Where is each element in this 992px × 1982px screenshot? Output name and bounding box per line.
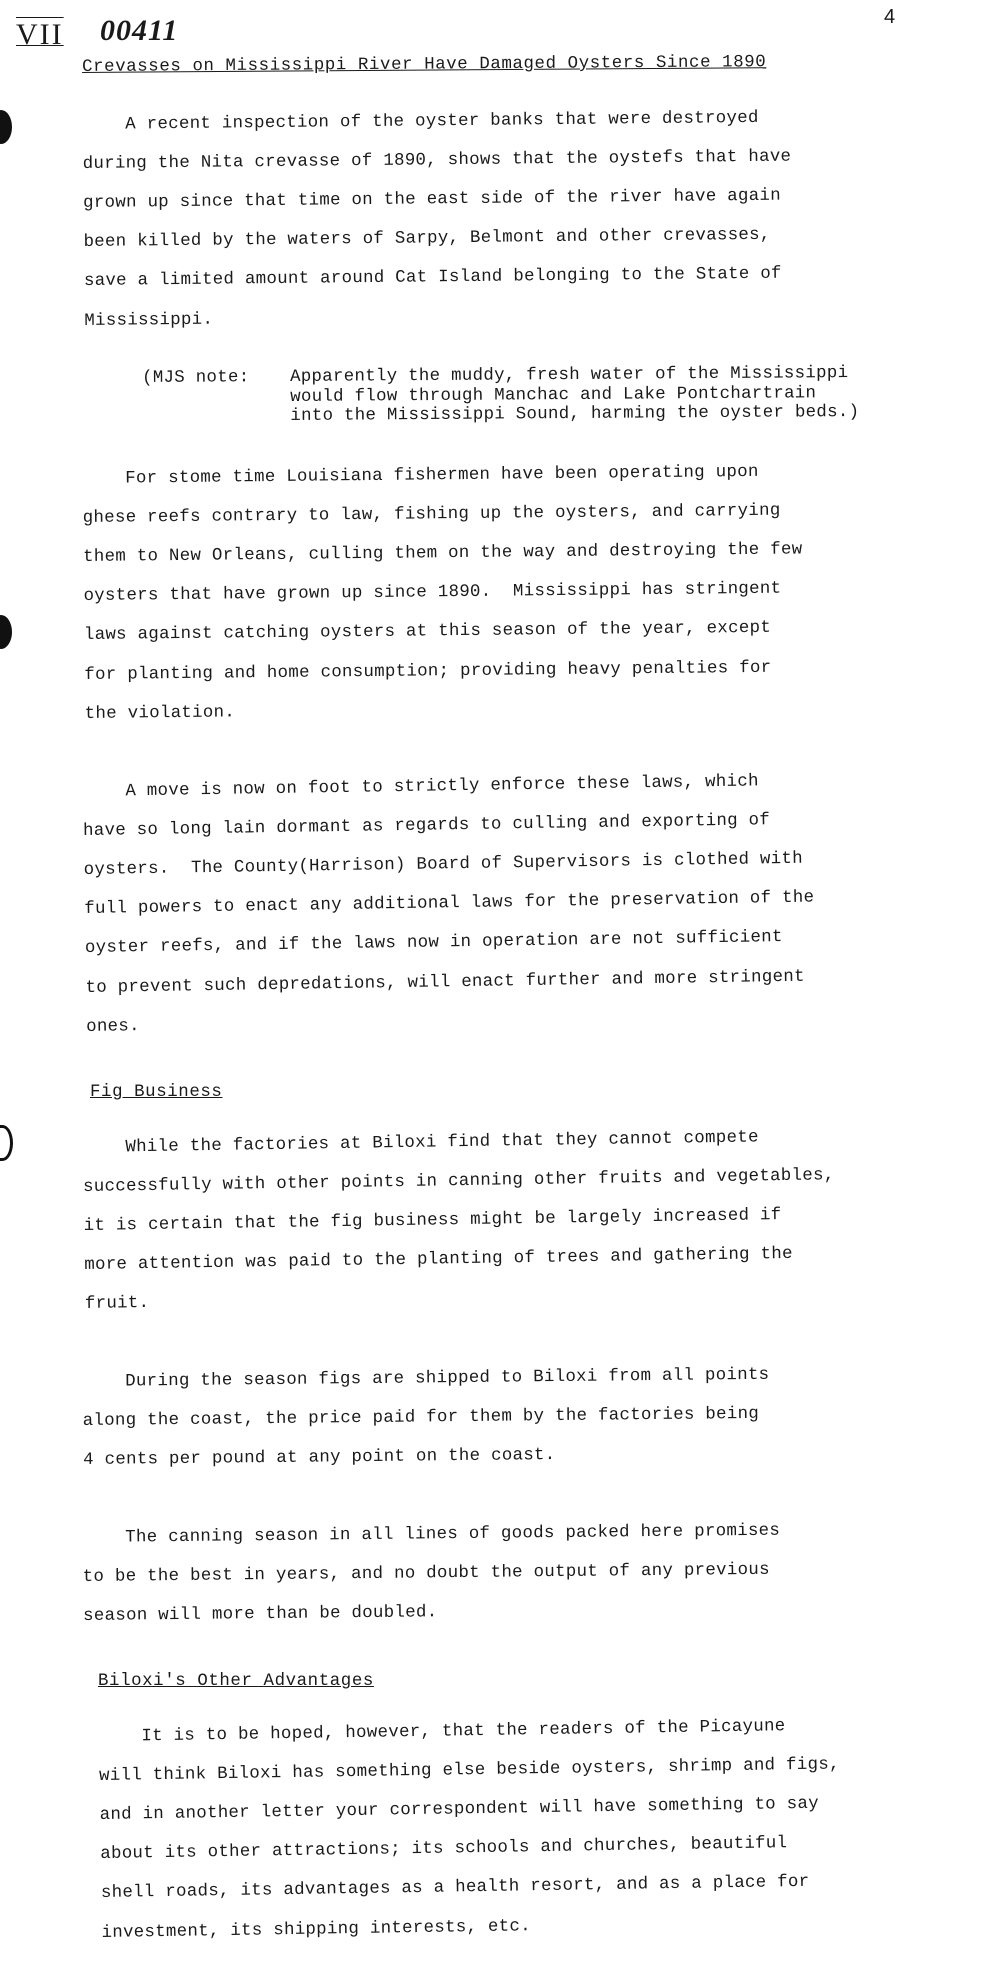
text-line: to prevent such depredations, will enact further and more stringent bbox=[85, 967, 805, 998]
text-line: successfully with other points in canning other fruits and vegetables, bbox=[82, 1165, 835, 1197]
text-line: It is to be hoped, however, that the readers of the Picayune bbox=[98, 1716, 786, 1747]
text-line: season will more than be doubled. bbox=[83, 1603, 438, 1627]
text-line: oysters. The County(Harrison) Board of Supervisors is clothed with bbox=[83, 849, 804, 880]
text-line: save a limited amount around Cat Island belonging to the State of bbox=[83, 264, 782, 291]
article-title: Crevasses on Mississippi River Have Damaged Oysters Since 1890 bbox=[82, 53, 767, 77]
text-line: Mississippi. bbox=[84, 309, 214, 331]
text-line: A recent inspection of the oyster banks that were destroyed bbox=[82, 108, 759, 135]
text-line: during the Nita crevasse of 1890, shows that the oystefs that have bbox=[82, 146, 792, 174]
text-line: investment, its shipping interests, etc. bbox=[101, 1916, 532, 1943]
paragraph bbox=[82, 1500, 943, 1646]
text-line: ghese reefs contrary to law, fishing up the oysters, and carrying bbox=[82, 501, 781, 528]
punch-hole bbox=[0, 110, 12, 144]
text-line: will think Biloxi has something else beside oysters, shrimp and figs, bbox=[98, 1755, 840, 1786]
text-line: 4 cents per pound at any point on the coast. bbox=[83, 1446, 556, 1470]
text-line: and in another letter your correspondent will have something to say bbox=[99, 1794, 820, 1825]
paragraph bbox=[82, 1344, 943, 1490]
text-line: For stome time Louisiana fishermen have been operating upon bbox=[82, 462, 759, 489]
text-line: shell roads, its advantages as a health resort, and as a place for bbox=[100, 1873, 810, 1904]
text-line: have so long lain dormant as regards to culling and exporting of bbox=[82, 810, 771, 841]
text-line: along the coast, the price paid for them by the factories being bbox=[82, 1404, 760, 1431]
note-text bbox=[290, 364, 859, 427]
section-heading-fig-business: Fig Business bbox=[90, 1082, 223, 1102]
text-line: ones. bbox=[86, 1016, 140, 1037]
paragraph bbox=[82, 749, 947, 1056]
page-number: 4 bbox=[884, 6, 896, 28]
text-line: oysters that have grown up since 1890. Mississippi has stringent bbox=[83, 579, 782, 607]
text-line: more attention was paid to the planting of trees and gathering the bbox=[84, 1244, 793, 1275]
document-number: 00411 bbox=[100, 14, 179, 47]
paragraph bbox=[82, 441, 945, 744]
note-label: (MJS note: bbox=[142, 368, 250, 389]
text-line: would flow through Manchac and Lake Pontchartrain bbox=[290, 384, 817, 407]
text-line: The canning season in all lines of goods packed here promises bbox=[82, 1521, 781, 1548]
text-line: full powers to enact any additional laws for the preservation of the bbox=[84, 888, 815, 920]
text-line: into the Mississippi Sound, harming the oyster beds.) bbox=[290, 403, 860, 427]
text-line: Apparently the muddy, fresh water of the Mississippi bbox=[289, 364, 849, 388]
section-heading-biloxi-advantages: Biloxi's Other Advantages bbox=[98, 1672, 374, 1692]
text-line: oyster reefs, and if the laws now in operation are not sufficient bbox=[84, 928, 783, 959]
paragraph bbox=[82, 1105, 945, 1334]
text-line: While the factories at Biloxi find that they cannot compete bbox=[82, 1127, 759, 1158]
document-body bbox=[82, 53, 942, 1982]
text-line: During the season figs are shipped to Biloxi from all points bbox=[82, 1365, 770, 1392]
text-line: been killed by the waters of Sarpy, Belmont and other crevasses, bbox=[83, 225, 771, 252]
punch-hole bbox=[0, 1125, 13, 1161]
text-line: to be the best in years, and no doubt the output of any previous bbox=[82, 1560, 770, 1587]
paragraph bbox=[82, 87, 945, 351]
text-line: it is certain that the fig business might be largely increased if bbox=[83, 1205, 782, 1236]
text-line: grown up since that time on the east side of the river have again bbox=[83, 186, 782, 213]
punch-hole bbox=[0, 615, 12, 649]
text-line: fruit. bbox=[84, 1293, 150, 1314]
paragraph bbox=[98, 1695, 946, 1963]
editor-note bbox=[142, 364, 942, 428]
text-line: them to New Orleans, culling them on the way and destroying the few bbox=[83, 540, 803, 568]
text-line: the violation. bbox=[84, 703, 236, 724]
text-line: A move is now on foot to strictly enforce these laws, which bbox=[82, 771, 759, 802]
section-mark: VII bbox=[16, 18, 64, 51]
text-line: laws against catching oysters at this season of the year, except bbox=[83, 619, 772, 646]
text-line: about its other attractions; its schools and churches, beautiful bbox=[100, 1834, 788, 1865]
text-line: for planting and home consumption; providing heavy penalties for bbox=[84, 658, 772, 685]
